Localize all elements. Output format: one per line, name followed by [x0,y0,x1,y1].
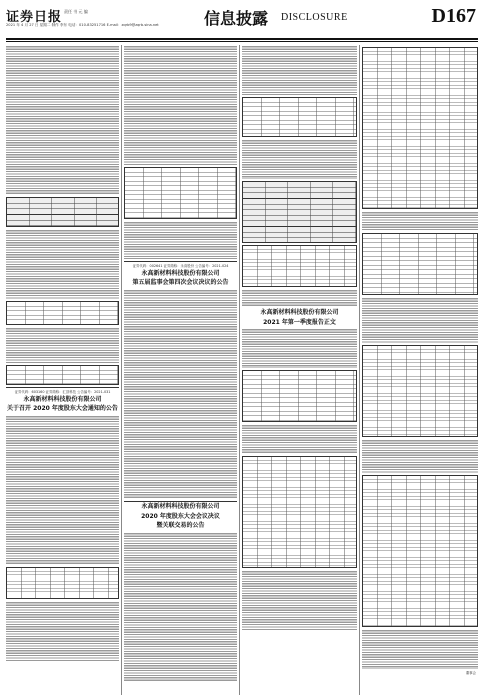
body-text-block [6,229,119,299]
notice-company: 永高新材料科技股份有限公司 [141,503,220,511]
notice-title: 关于召开 2020 年度股东大会通知的公告 [7,405,118,413]
notice-title: 2020 年度股东大会会议决议 [141,512,220,520]
column-4 [362,45,478,695]
column-2 [124,45,237,695]
data-table [362,47,478,209]
section-title-en: DISCLOSURE [281,12,348,23]
data-table [362,475,478,627]
notice-title: 暨关联交易的公告 [156,522,205,530]
data-table [124,167,237,219]
column-3 [242,45,357,695]
data-table [242,456,357,568]
data-table [6,365,119,385]
body-text-block [362,629,478,669]
body-text-block [124,532,237,682]
column-divider [359,45,360,695]
data-table [362,345,478,437]
logo-subtitle: 责任 书 元 编 [64,9,88,14]
column-1 [6,45,119,695]
data-table [6,301,119,325]
board-signature: 董事会 [465,671,476,675]
body-text-block [242,139,357,179]
newspaper-logo: 证券日报 [6,10,63,25]
body-text-block [362,211,478,231]
data-table [242,97,357,137]
notice-code-line: 证券代码：603160 证券简称：汇顶科技 公告编号：2021-031 [14,389,111,394]
notice-company: 永高新材料科技股份有限公司 [23,395,102,403]
body-text-block [242,424,357,454]
body-text-block [362,439,478,473]
notice-code-line: 证券代码：002641 证券简称：永高股份 公告编号：2021-024 [132,263,229,268]
data-table [242,245,357,287]
notice-divider [124,261,237,262]
masthead-rule-thin [6,41,478,42]
data-table [362,233,478,295]
section-title: 信息披露 [204,9,269,28]
page-number: D167 [431,5,476,27]
notice-divider [124,501,237,502]
body-text-block [124,221,237,259]
masthead [6,4,478,40]
dateline: 2021 年 4 月 27 日 星期二 制作 李东 电话：010-83251716 E-mail：zqrb9@zqrb.sina.net [6,23,159,27]
data-table [242,181,357,243]
body-text-block [242,570,357,630]
body-text-block [6,327,119,363]
column-divider [121,45,122,695]
data-table [6,567,119,599]
body-text-block [362,297,478,343]
notice-company: 永高新材料科技股份有限公司 [260,309,339,316]
body-text-block [124,289,237,499]
notice-company: 永高新材料科技股份有限公司 [141,269,220,277]
masthead-rule [6,38,478,40]
body-text-block [6,601,119,661]
body-text-block [242,45,357,95]
body-text-block [6,415,119,565]
notice-title: 2021 年第一季度报告正文 [263,318,336,326]
notice-title: 第五届监事会第四次会议决议的公告 [132,279,229,287]
notice-divider [6,387,119,388]
body-text-block [242,289,357,307]
body-text-block [242,328,357,368]
data-table [6,197,119,227]
body-text-block [124,45,237,165]
column-divider [239,45,240,695]
data-table [242,370,357,422]
body-text-block [6,45,119,195]
